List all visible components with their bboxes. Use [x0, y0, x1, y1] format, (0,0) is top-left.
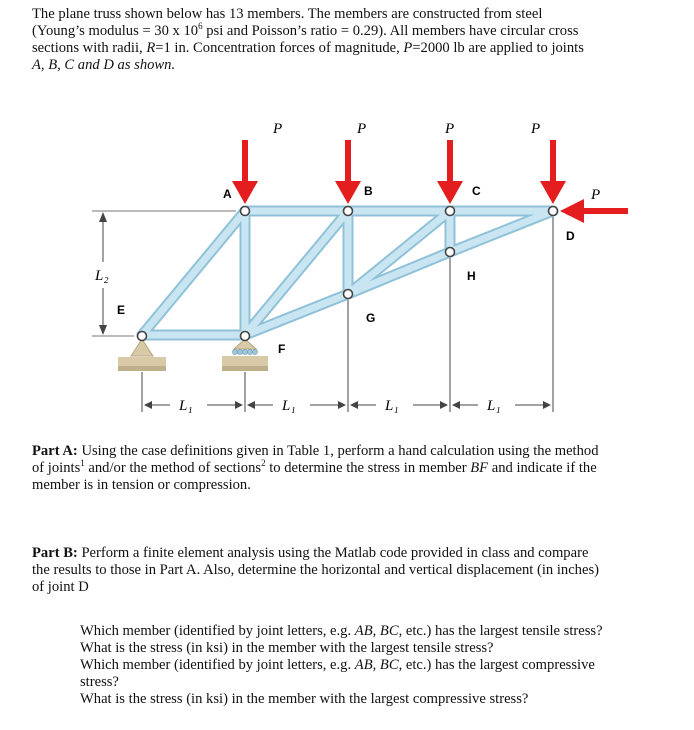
load-label-1: P: [273, 121, 283, 137]
part-b-paragraph: [32, 545, 682, 596]
label-A: A: [223, 187, 232, 201]
joint-E: [138, 332, 147, 341]
joint-D: [549, 207, 558, 216]
joint-A: [241, 207, 250, 216]
part-a-label: Part A:: [32, 443, 78, 459]
height-dimension: [92, 211, 236, 336]
part-b-line-3: of joint D: [32, 579, 89, 595]
questions-list: [80, 623, 690, 708]
question-3: Which member (identified by joint letters, e.g. AB, BC, etc.) has the largest compressive stress?: [80, 657, 595, 690]
joint-B: [344, 207, 353, 216]
load-arrow-C: [437, 140, 463, 204]
label-C: C: [472, 184, 481, 198]
label-B: B: [364, 184, 373, 198]
span-label-1: L₁: [179, 398, 193, 414]
label-H: H: [467, 269, 476, 283]
part-b-line-2: the results to those in Part A. Also, determine the horizontal and vertical displacement (in inches): [32, 562, 599, 578]
intro-line-4: A, B, C and D as shown.: [32, 57, 176, 73]
load-label-2: P: [357, 121, 367, 137]
load-label-4: P: [531, 121, 541, 137]
span-label-4: L₁: [487, 398, 501, 414]
load-label-5: P: [591, 187, 601, 203]
question-2: What is the stress (in ksi) in the member with the largest tensile stress?: [80, 640, 494, 656]
intro-line-2: (Young’s modulus = 30 x $10^6$ psi and Poisson’s ratio = 0.29). All members have circular cross: [32, 21, 579, 39]
part-a-line-1: Part A: Using the case definitions given in Table 1, perform a hand calculation using the method: [32, 443, 599, 459]
label-D: D: [566, 229, 575, 243]
support-E: [118, 339, 166, 371]
joint-H: [446, 248, 455, 257]
support-F: [222, 339, 268, 371]
height-label: L₂: [95, 268, 109, 284]
joint-F: [241, 332, 250, 341]
span-label-3: L₁: [385, 398, 399, 414]
question-1: Which member (identified by joint letters, e.g. AB, BC, etc.) has the largest tensile stress?: [80, 623, 603, 639]
load-label-3: P: [445, 121, 455, 137]
span-label-2: L₁: [282, 398, 296, 414]
load-arrow-D-vertical: [540, 140, 566, 204]
label-G: G: [366, 311, 376, 325]
part-a-line-2: of joints$^1$ and/or the method of sections$^2$ to determine the stress in member BF and indicate if the: [32, 458, 597, 476]
part-b-line-1: Part B: Perform a finite element analysis using the Matlab code provided in class and compare: [32, 545, 589, 561]
intro-line-3: sections with radii, R=1 in. Concentration forces of magnitude, P=2000 lb are applied to joints: [32, 40, 584, 56]
part-b-label: Part B:: [32, 545, 78, 561]
part-a-paragraph: [32, 443, 682, 494]
label-E: E: [117, 303, 126, 317]
joint-G: [344, 290, 353, 299]
question-4: What is the stress (in ksi) in the member with the largest compressive stress?: [80, 691, 529, 707]
intro-line-1: The plane truss shown below has 13 members. The members are constructed from steel: [32, 6, 543, 22]
part-a-line-3: member is in tension or compression.: [32, 477, 251, 493]
load-arrow-A: [232, 140, 258, 204]
load-arrow-B: [335, 140, 361, 204]
label-F: F: [278, 342, 286, 356]
joint-C: [446, 207, 455, 216]
